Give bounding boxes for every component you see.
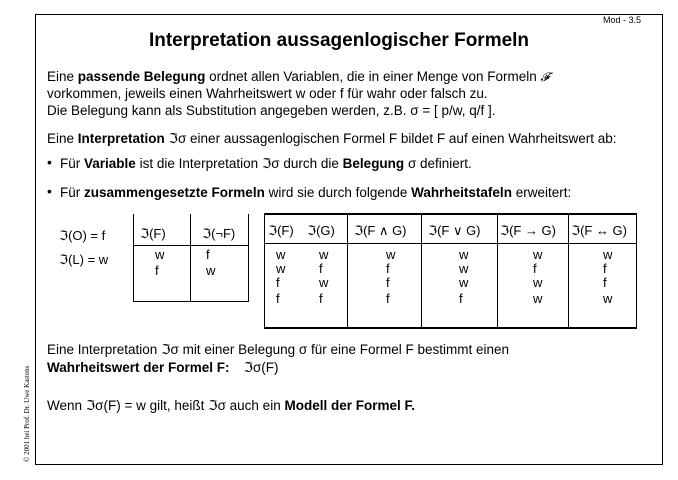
constant-l: ℑ(L) = w: [59, 252, 109, 267]
bullet-dot: •: [47, 183, 52, 199]
truth-value: w: [533, 247, 543, 262]
bullet-variable: Für Variable ist die Interpretation ℑσ durch die Belegung σ definiert.: [60, 156, 472, 171]
truth-value: w: [276, 247, 286, 262]
table-divider: [497, 215, 498, 327]
truth-value: w: [459, 247, 469, 262]
truth-value: f: [276, 291, 280, 306]
truth-value: w: [459, 275, 469, 290]
table-divider: [421, 215, 422, 327]
bin-header: ℑ(F ∧ G): [354, 223, 407, 238]
truth-value: f: [603, 275, 607, 290]
slide-number: Mod - 3.5: [603, 15, 642, 25]
neg-header-notf: ℑ(¬F): [202, 226, 236, 241]
neg-cell: f: [206, 247, 210, 262]
bin-header: ℑ(G): [307, 223, 335, 238]
truth-value: f: [319, 261, 323, 276]
constant-o: ℑ(O) = f: [59, 228, 106, 243]
truth-value: f: [603, 261, 607, 276]
formula-set-symbol: 𝓕: [540, 70, 550, 84]
truth-value: f: [533, 261, 537, 276]
truth-value: f: [459, 291, 463, 306]
truth-value: w: [276, 261, 286, 276]
truth-value: w: [603, 291, 613, 306]
neg-cell: w: [155, 247, 165, 262]
truth-value: w: [533, 275, 543, 290]
truth-value: f: [386, 261, 390, 276]
bin-header: ℑ(F ∨ G): [428, 223, 481, 238]
bin-header: ℑ(F ↔ G): [571, 223, 627, 238]
truth-value: w: [459, 261, 469, 276]
connective-table: [264, 213, 637, 329]
negation-table: [133, 214, 249, 302]
para1-line2: vorkommen, jeweils einen Wahrheitswert w oder f für wahr oder falsch zu.: [47, 86, 488, 101]
para4-model: Wenn ℑσ(F) = w gilt, heißt ℑσ auch ein Modell der Formel F.: [47, 398, 415, 413]
page-title: Interpretation aussagenlogischer Formeln: [148, 30, 530, 51]
copyright-notice: © 2001 bei Prof. Dr. Uwe Kastens: [23, 365, 31, 462]
truth-value: f: [276, 275, 280, 290]
truth-value: f: [386, 275, 390, 290]
table-divider: [134, 245, 248, 246]
bullet-composite: Für zusammengesetzte Formeln wird sie durch folgende Wahrheitstafeln erweitert:: [60, 185, 572, 200]
neg-header-f: ℑ(F): [140, 226, 166, 241]
table-divider: [568, 215, 569, 327]
truth-value: w: [386, 247, 396, 262]
bin-header: ℑ(F → G): [500, 223, 556, 238]
truth-value: w: [319, 247, 329, 262]
para3-line1: Eine Interpretation ℑσ mit einer Belegung σ für eine Formel F bestimmt einen: [47, 342, 510, 357]
table-divider: [265, 243, 636, 244]
para1-line1: Eine passende Belegung ordnet allen Variablen, die in einer Menge von Formeln 𝓕: [47, 69, 550, 84]
truth-value: w: [319, 275, 329, 290]
bullet-dot: •: [47, 154, 52, 170]
para2-interpretation: Eine Interpretation ℑσ einer aussagenlogischen Formel F bildet F auf einen Wahrheitswert ab:: [47, 131, 617, 146]
bin-header: ℑ(F): [268, 223, 294, 238]
truth-value: w: [603, 247, 613, 262]
neg-cell: w: [206, 263, 216, 278]
para1-line3: Die Belegung kann als Substitution angegeben werden, z.B. σ = [ p/w, q/f ].: [47, 103, 496, 118]
truth-value: f: [386, 291, 390, 306]
neg-cell: f: [155, 263, 159, 278]
truth-value: f: [319, 291, 323, 306]
truth-value: w: [533, 291, 543, 306]
table-divider: [190, 214, 191, 301]
table-divider: [347, 215, 348, 327]
para3-line2: Wahrheitswert der Formel F: ℑσ(F): [47, 360, 279, 375]
